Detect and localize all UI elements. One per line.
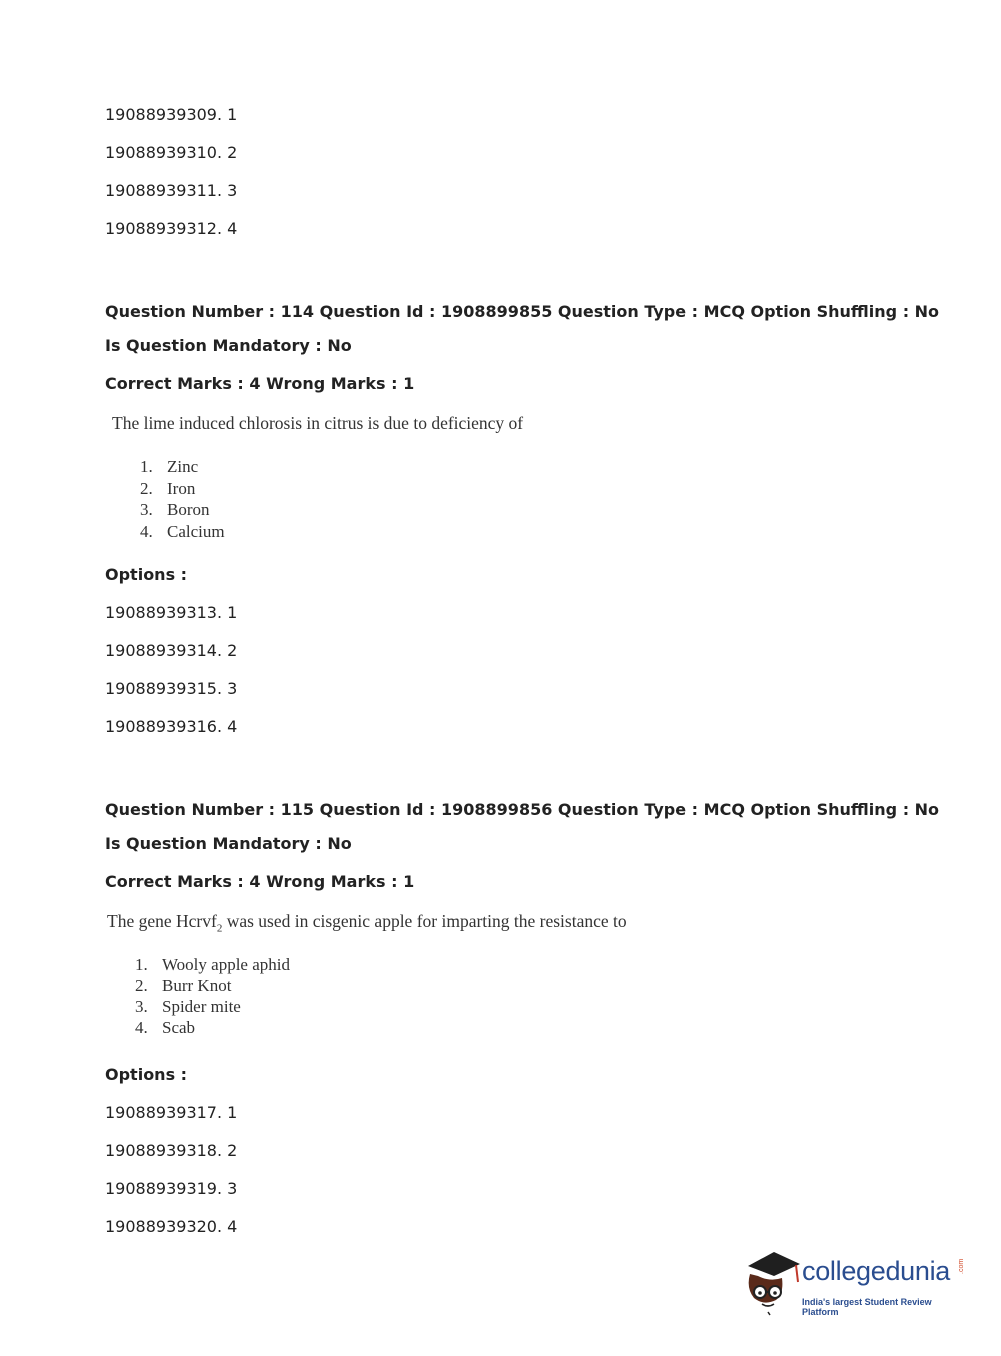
question-text-start: The gene Hcrvf xyxy=(107,911,217,931)
option-line: 19088939319. 3 xyxy=(105,1179,238,1198)
option-line: 19088939312. 4 xyxy=(105,219,238,238)
question-mandatory: Is Question Mandatory : No xyxy=(105,834,352,853)
option-line: 19088939311. 3 xyxy=(105,181,238,200)
question-marks: Correct Marks : 4 Wrong Marks : 1 xyxy=(105,872,415,891)
subscript: 2 xyxy=(216,922,223,935)
option-line: 19088939314. 2 xyxy=(105,641,238,660)
option-line: 19088939318. 2 xyxy=(105,1141,238,1160)
choice-number: 1. xyxy=(140,457,153,476)
option-line: 19088939317. 1 xyxy=(105,1103,238,1122)
logo-wordmark: collegedunia xyxy=(802,1256,951,1286)
choice-label: Scab xyxy=(162,1018,196,1037)
collegedunia-logo xyxy=(740,1248,970,1318)
choice-label: Zinc xyxy=(167,457,199,476)
choice-number: 2. xyxy=(140,479,153,498)
answer-choice xyxy=(135,997,241,1017)
question-mandatory: Is Question Mandatory : No xyxy=(105,336,352,355)
choice-number: 3. xyxy=(140,500,153,519)
options-label: Options : xyxy=(105,565,188,584)
logo-tagline: India's largest Student Review Platform xyxy=(802,1297,932,1317)
answer-choice xyxy=(140,457,198,477)
choice-label: Boron xyxy=(167,500,210,519)
answer-choice xyxy=(140,479,195,499)
option-line: 19088939313. 1 xyxy=(105,603,238,622)
answer-choice xyxy=(135,955,290,975)
answer-choice xyxy=(135,1018,195,1038)
choice-label: Wooly apple aphid xyxy=(162,955,290,974)
choice-label: Calcium xyxy=(167,522,225,541)
choice-label: Iron xyxy=(167,479,196,498)
answer-choice xyxy=(135,976,231,996)
mascot-icon xyxy=(740,1248,802,1316)
options-label: Options : xyxy=(105,1065,188,1084)
choice-number: 4. xyxy=(140,522,153,541)
question-marks: Correct Marks : 4 Wrong Marks : 1 xyxy=(105,374,415,393)
option-line: 19088939310. 2 xyxy=(105,143,238,162)
question-text xyxy=(107,911,627,935)
choice-number: 3. xyxy=(135,997,148,1016)
option-line: 19088939309. 1 xyxy=(105,105,238,124)
option-line: 19088939315. 3 xyxy=(105,679,238,698)
choice-label: Burr Knot xyxy=(162,976,232,995)
choice-label: Spider mite xyxy=(162,997,241,1016)
choice-number: 1. xyxy=(135,955,148,974)
question-header: Question Number : 114 Question Id : 1908899855 Question Type : MCQ Option Shuffling : No xyxy=(105,302,940,321)
option-line: 19088939320. 4 xyxy=(105,1217,238,1236)
question-text-end: was used in cisgenic apple for imparting the resistance to xyxy=(222,911,627,931)
option-line: 19088939316. 4 xyxy=(105,717,238,736)
question-text: The lime induced chlorosis in citrus is due to deficiency of xyxy=(112,413,524,433)
choice-number: 4. xyxy=(135,1018,148,1037)
choice-number: 2. xyxy=(135,976,148,995)
question-header: Question Number : 115 Question Id : 1908899856 Question Type : MCQ Option Shuffling : No xyxy=(105,800,940,819)
answer-choice xyxy=(140,500,210,520)
logo-suffix: .com xyxy=(958,1258,965,1274)
answer-choice xyxy=(140,522,225,542)
